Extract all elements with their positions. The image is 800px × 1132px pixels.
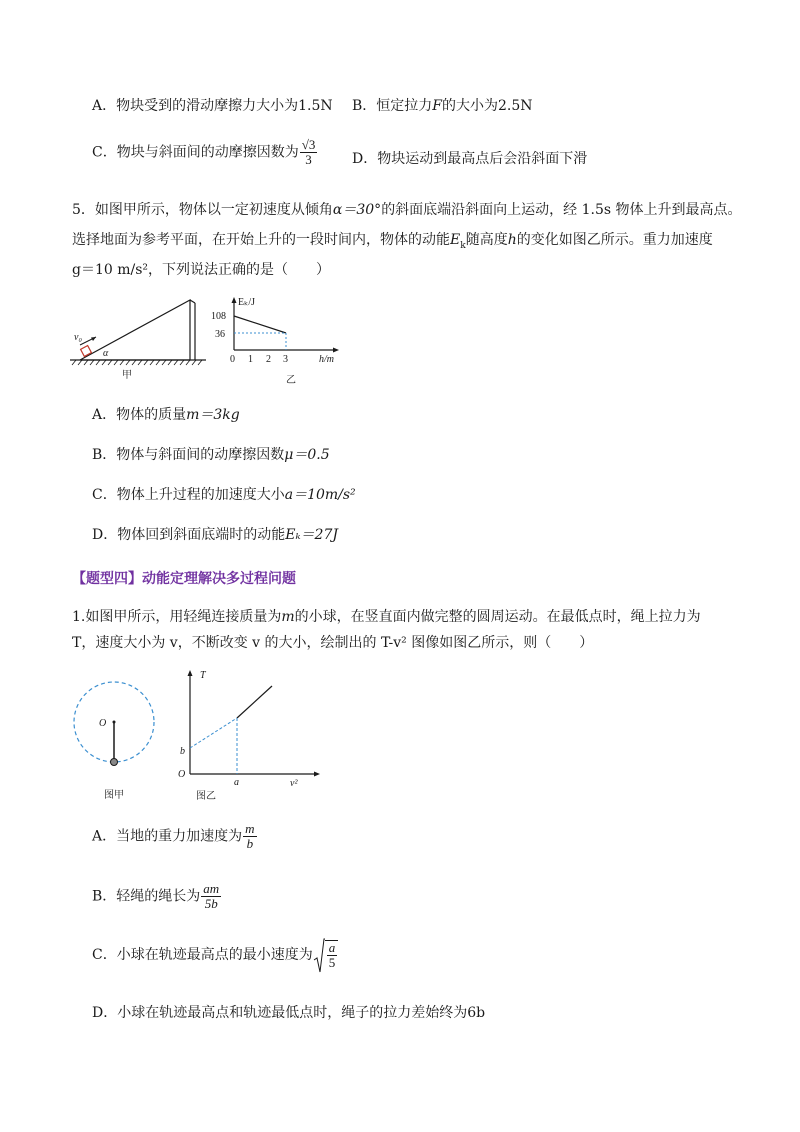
q1-line-1	[72, 606, 701, 626]
x-tick-2: 2	[266, 354, 271, 365]
v2-axis-label: v²	[290, 778, 298, 789]
q5-option-c-text: C．物体上升过程的加速度大小	[92, 487, 285, 503]
q5-option-b-val: μ＝0.5	[284, 447, 330, 463]
alpha-label: α	[103, 348, 109, 359]
y-tick-108: 108	[211, 311, 226, 322]
q5-line2-h: h	[507, 232, 517, 248]
q1-option-a	[92, 822, 257, 851]
q5-option-b-text: B．物体与斜面间的动摩擦因数	[92, 447, 285, 463]
ground-hatching	[72, 360, 202, 365]
y-tick-36: 36	[215, 329, 225, 340]
q5-option-a-val: m＝3kg	[186, 407, 240, 423]
figure-jia-caption: 甲	[122, 370, 132, 380]
q5-line1-tail: 的斜面底端沿斜面向上运动，经 1.5s 物体上升到最高点。	[381, 202, 742, 218]
fraction-numerator: √3	[301, 137, 316, 152]
q4-option-c	[92, 138, 317, 167]
fraction-numerator: am	[203, 881, 220, 896]
q1-line1-text: 1.如图甲所示，用轻绳连接质量为	[72, 609, 282, 625]
q1-option-c	[92, 940, 338, 970]
q5-option-d-text: D．物体回到斜面底端时的动能	[92, 527, 286, 543]
fraction-denominator: 3	[305, 152, 312, 167]
q4-option-b	[352, 95, 533, 115]
origin-label-o: O	[178, 769, 186, 780]
q5-line2-text: 选择地面为参考平面，在开始上升的一段时间内，物体的动能	[72, 232, 450, 248]
x-tick-3: 3	[283, 354, 288, 365]
v0-label: v₀	[74, 332, 82, 343]
q5-line2-mid: 随高度	[465, 232, 508, 248]
q4-option-c-text: C．物块与斜面间的动摩擦因数为	[92, 144, 299, 161]
t-axis-label: T	[200, 670, 206, 681]
q5-line1-alpha: α＝30°	[332, 202, 382, 218]
a-label: a	[234, 777, 239, 788]
ball	[111, 759, 118, 766]
q1-line1-m: m	[281, 609, 295, 625]
q1-option-c-sqrt	[313, 940, 339, 970]
fraction-numerator: m	[245, 821, 255, 836]
q5-option-c-val: a＝10m/s²	[284, 487, 356, 503]
q5-line-1	[72, 199, 742, 219]
dashed-extrapolation	[190, 718, 237, 748]
fraction-numerator: a	[328, 940, 336, 955]
q1-option-b-fraction	[201, 882, 221, 911]
q1-option-b-text: B．轻绳的绳长为	[92, 888, 201, 905]
q5-option-d	[92, 524, 338, 544]
q5-option-b	[92, 444, 330, 464]
center-label-o: O	[99, 718, 107, 729]
t-v2-line	[237, 686, 272, 718]
q1-line-2: T，速度大小为 v，不断改变 v 的大小，绘制出的 T-v² 图像如图乙所示，则（ ）	[72, 635, 594, 651]
x-tick-1: 1	[248, 354, 253, 365]
q1-figure-tv2-graph	[174, 664, 324, 804]
x-tick-0: 0	[230, 354, 235, 365]
q5-line2-ek: E	[450, 232, 461, 248]
q5-line-3: g＝10 m/s²，下列说法正确的是（ ）	[72, 262, 331, 278]
q1-line1-tail: 的小球，在竖直面内做完整的圆周运动。在最低点时，绳上拉力为	[294, 609, 701, 625]
q4-option-d: D．物块运动到最高点后会沿斜面下滑	[352, 151, 588, 167]
q5-line1-text: 5．如图甲所示，物体以一定初速度从倾角	[72, 202, 333, 218]
fraction-denominator: 5b	[204, 896, 218, 911]
figure-yi-caption: 乙	[286, 375, 296, 386]
fraction-denominator: b	[246, 836, 254, 851]
q5-option-a-text: A．物体的质量	[92, 407, 187, 423]
section-heading: 【题型四】动能定理解决多过程问题	[72, 571, 296, 587]
q1-option-d: D．小球在轨迹最高点和轨迹最低点时，绳子的拉力差始终为6b	[92, 1005, 486, 1021]
q5-figure-ek-graph	[208, 294, 343, 388]
q5-option-d-val: Eₖ＝27J	[285, 527, 338, 543]
q1-option-b	[92, 882, 221, 911]
sqrt-sign	[313, 938, 325, 974]
q4-option-b-tail: 的大小为2.5N	[442, 98, 533, 114]
q4-option-b-f: F	[432, 98, 443, 114]
q5-line2-ek-sub: k	[460, 240, 466, 251]
q4-option-b-text: B．恒定拉力	[352, 98, 433, 114]
q5-figure-incline	[70, 298, 210, 380]
q5-line-2	[72, 229, 713, 251]
q4-option-c-fraction	[300, 138, 318, 167]
figure-yi-caption-2: 图乙	[196, 791, 216, 802]
q5-line2-tail: 的变化如图乙所示。重力加速度	[516, 232, 713, 248]
fraction-denominator: 5	[328, 955, 336, 970]
intercept-label-b: b	[180, 746, 185, 757]
y-axis-label: Eₖ/J	[238, 297, 256, 308]
q1-option-a-text: A．当地的重力加速度为	[92, 828, 243, 845]
q5-option-c	[92, 484, 356, 504]
x-axis-label: h/m	[319, 354, 334, 365]
q4-option-a: A．物块受到的滑动摩擦力大小为1.5N	[92, 98, 333, 114]
ek-line	[234, 316, 286, 333]
figure-jia-caption-2: 图甲	[104, 790, 124, 801]
q1-figure-circle	[70, 676, 160, 806]
q1-option-a-fraction	[243, 822, 256, 851]
q5-option-a	[92, 404, 240, 424]
incline-triangle	[80, 300, 190, 360]
q1-option-c-text: C．小球在轨迹最高点的最小速度为	[92, 947, 313, 963]
